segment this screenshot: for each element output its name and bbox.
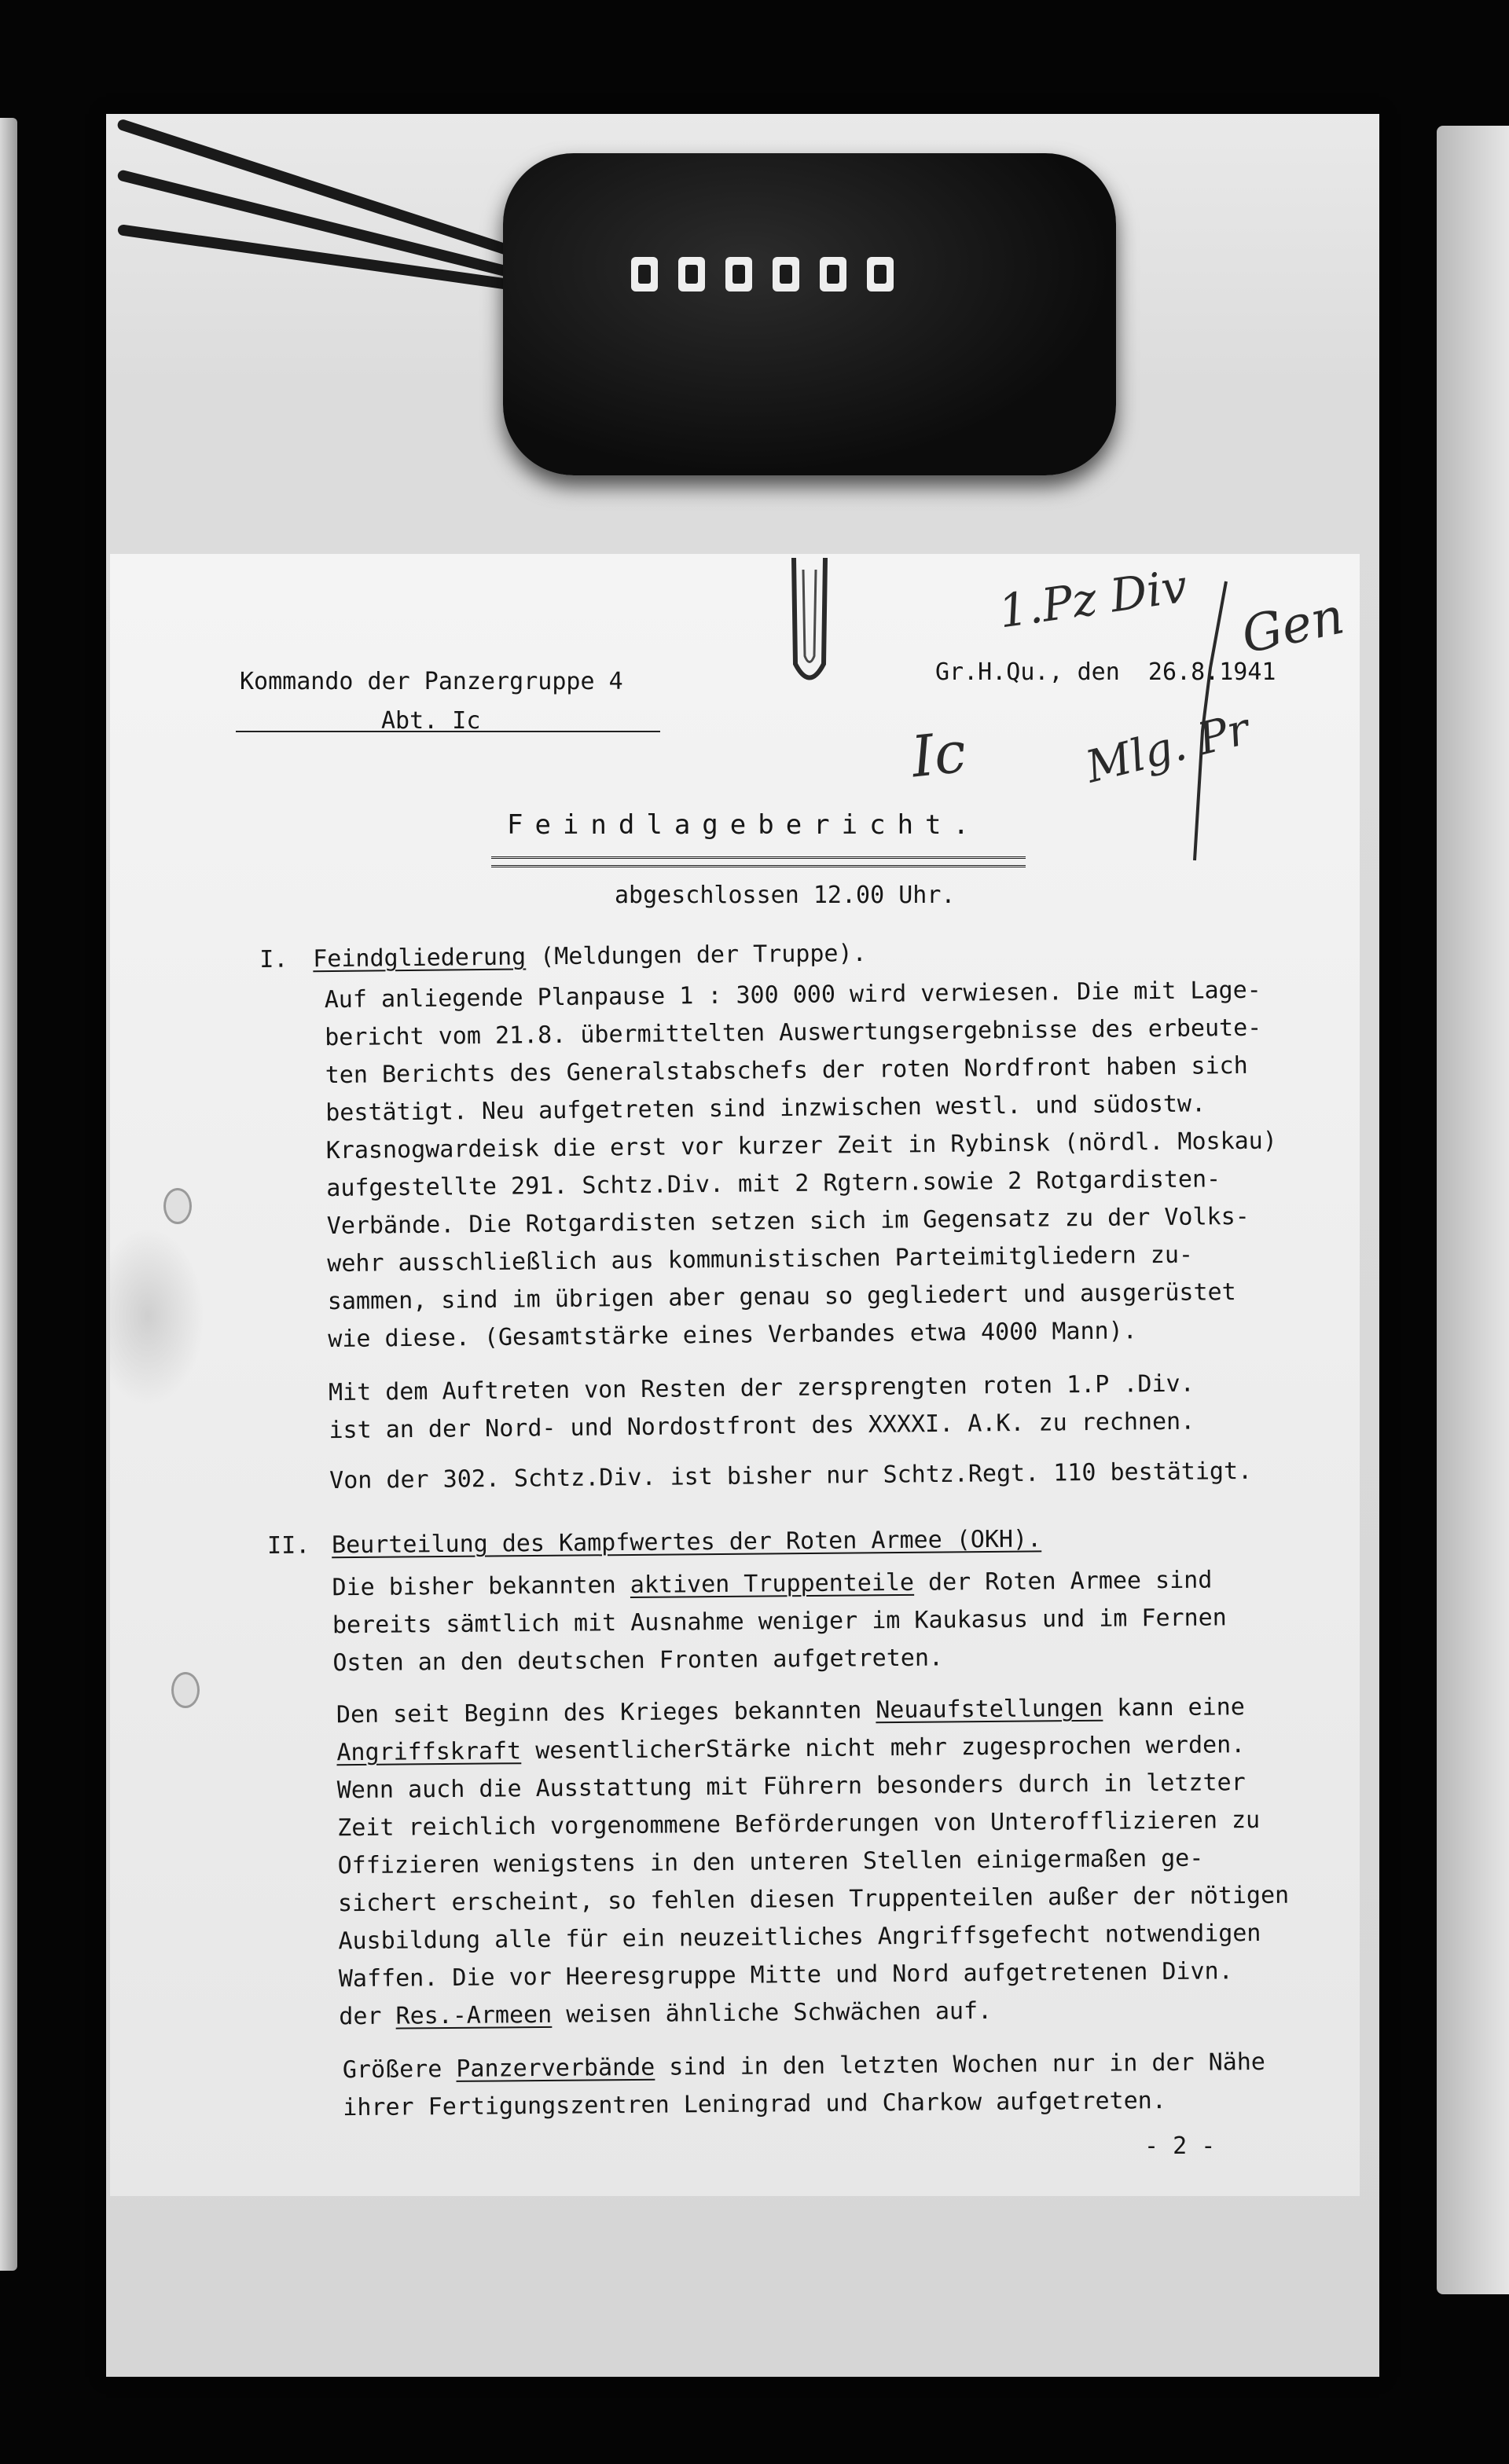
title-underline <box>491 856 1026 867</box>
text-line: ten Berichts des Generalstabschefs der roten Nordfront haben sich <box>325 1051 1248 1090</box>
document-clip <box>503 153 1116 475</box>
text-fragment: weisen ähnliche Schwächen auf. <box>552 1996 993 2029</box>
text-line: ist an der Nord- und Nordostfront des XXXXI. A.K. zu rechnen. <box>329 1407 1195 1445</box>
text-line: Waffen. Die vor Heeresgruppe Mitte und Nord aufgetretenen Divn. <box>338 1957 1233 1993</box>
counter-digit <box>678 257 705 292</box>
text-line: Osten an den deutschen Fronten aufgetreten. <box>332 1644 944 1678</box>
text-line <box>339 1994 992 2034</box>
section-2-heading <box>332 1522 1041 1563</box>
clip-counter <box>621 251 904 297</box>
department: Abt. Ic <box>381 707 481 735</box>
text-line: bestätigt. Neu aufgetreten sind inzwischen westl. und südostw. <box>325 1090 1206 1128</box>
text-fragment: der Roten Armee sind <box>913 1566 1213 1597</box>
text-line: Krasnogwardeisk die erst vor kurzer Zeit in Rybinsk (nördl. Moskau) <box>325 1127 1278 1165</box>
handwritten-note-ic: Ic <box>908 718 969 790</box>
paper-damage <box>110 1226 204 1406</box>
text-line: Wenn auch die Ausstattung mit Führern besonders durch in letzter <box>336 1769 1246 1805</box>
text-underlined: Neuaufstellungen <box>876 1694 1103 1725</box>
counter-digit <box>631 257 658 292</box>
punch-hole <box>163 1188 192 1224</box>
text-line: bericht vom 21.8. übermittelten Auswertungsergebnisse des erbeute- <box>325 1014 1262 1052</box>
text-fragment: der <box>339 2002 396 2031</box>
section-2-heading-underlined: Beurteilung des Kampfwertes der Roten Armee (OKH). <box>331 1525 1042 1560</box>
text-line: Zeit reichlich vorgenommene Beförderungen von Unterofflizieren zu <box>337 1806 1261 1842</box>
punch-hole <box>171 1672 200 1708</box>
section-1-heading <box>313 937 867 977</box>
counter-digit <box>867 257 894 292</box>
text-underlined: Res.-Armeen <box>395 2000 553 2030</box>
text-fragment: kann eine <box>1103 1693 1246 1722</box>
counter-digit <box>773 257 799 292</box>
film-strip-left <box>0 118 17 2271</box>
handwritten-note-initials: Mlg. Pr <box>1081 703 1254 794</box>
section-1-paragraph-3: Von der 302. Schtz.Div. ist bisher nur Schtz.Regt. 110 bestätigt. <box>329 1457 1253 1495</box>
place-date: Gr.H.Qu., den 26.8.1941 <box>935 658 1276 686</box>
staple-mark <box>786 554 833 695</box>
section-1-heading-underlined: Feindgliederung <box>313 943 527 974</box>
office-name: Kommando der Panzergruppe 4 <box>240 668 623 695</box>
text-fragment: wesentlicherStärke nicht mehr zugesprochen werden. <box>521 1731 1246 1766</box>
text-fragment: Größere <box>342 2055 457 2084</box>
section-2-number: II. <box>266 1531 310 1560</box>
text-line: sammen, sind im übrigen aber genau so gegliedert und ausgerüstet <box>327 1278 1236 1316</box>
text-fragment: Die bisher bekannten <box>332 1571 630 1602</box>
text-line: Offizieren wenigstens in den unteren Stellen einigermaßen ge- <box>337 1844 1204 1880</box>
film-strip-right <box>1437 126 1509 2294</box>
counter-digit <box>725 257 752 292</box>
counter-digit <box>820 257 846 292</box>
text-line: aufgestellte 291. Schtz.Div. mit 2 Rgtern.sowie 2 Rotgardisten- <box>326 1165 1221 1203</box>
text-line: Auf anliegende Planpause 1 : 300 000 wird verwiesen. Die mit Lage- <box>324 976 1261 1014</box>
document-subtitle: abgeschlossen 12.00 Uhr. <box>615 882 956 909</box>
page-marker: - 2 - <box>1144 2132 1216 2160</box>
handwritten-note-right: Gen <box>1236 587 1349 666</box>
text-line: Verbände. Die Rotgardisten setzen sich im Gegensatz zu der Volks- <box>326 1202 1250 1241</box>
section-1-number: I. <box>259 945 288 974</box>
text-line: bereits sämtlich mit Ausnahme weniger im Kaukasus und im Fernen <box>332 1604 1227 1640</box>
text-line: sichert erscheint, so fehlen diesen Truppenteilen außer der nötigen <box>337 1881 1290 1918</box>
text-line: Ausbildung alle für ein neuzeitliches Angriffsgefecht notwendigen <box>338 1919 1261 1956</box>
text-line: Mit dem Auftreten von Resten der zersprengten roten 1.P .Div. <box>328 1370 1195 1407</box>
text-line: ihrer Fertigungszentren Leningrad und Charkow aufgetreten. <box>343 2087 1167 2122</box>
text-underlined: aktiven Truppenteile <box>630 1568 915 1599</box>
text-fragment: Den seit Beginn des Krieges bekannten <box>336 1696 876 1729</box>
document-title: Feindlagebericht. <box>507 809 981 841</box>
handwritten-note-top: 1.Pz Div <box>995 559 1191 639</box>
text-line: wehr ausschließlich aus kommunistischen Parteimitgliedern zu- <box>327 1241 1194 1278</box>
section-1-heading-rest: (Meldungen der Truppe). <box>525 939 867 971</box>
text-fragment: sind in den letzten Wochen nur in der Nähe <box>655 2048 1266 2081</box>
text-line: wie diese. (Gesamtstärke eines Verbandes etwa 4000 Mann). <box>328 1317 1137 1354</box>
text-underlined: Angriffskraft <box>336 1737 522 1767</box>
text-underlined: Panzerverbände <box>456 2053 655 2083</box>
